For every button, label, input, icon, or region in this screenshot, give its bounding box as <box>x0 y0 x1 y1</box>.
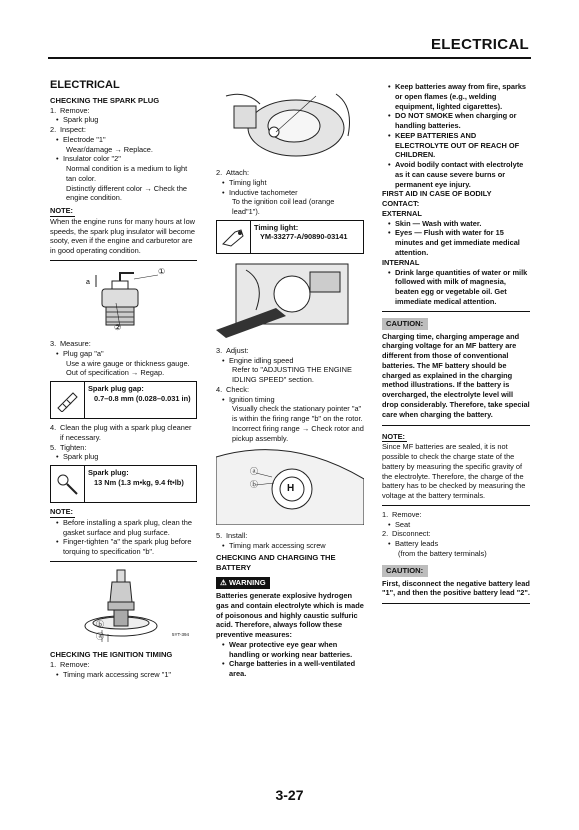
callout-a: ⓐ <box>96 631 104 641</box>
step-text: Disconnect: <box>392 529 431 539</box>
sub-text: Normal condition is a medium to light tan color. <box>66 164 188 183</box>
svg-text:a: a <box>86 279 90 287</box>
spec-value: YM-33277-A/90890-03141 <box>260 232 348 242</box>
warning-text: Batteries generate explosive hydrogen gas and contain electrolyte which is made of poisonous and highly caustic sulfuric acid. Therefore, always follow these preventive measures: <box>216 591 364 640</box>
sub-text: Refer to "ADJUSTING THE ENGINE IDLING SPEED" section. <box>232 365 352 385</box>
warning-bullet: Avoid bodily contact with electrolyte as it can cause severe burns or permanent eye injury. <box>395 160 524 189</box>
step-number: 1. <box>382 509 389 519</box>
warning-bullet: Charge batteries in a well-ventilated area. <box>229 659 356 679</box>
timing-light-tool-icon <box>217 221 251 253</box>
note-text: When the engine runs for many hours at low speeds, the spark plug insulator will become sooty, even if the engine and carburetor are in good operating condition. <box>50 216 196 256</box>
bullet-text: Timing mark accessing screw "1" <box>63 669 172 679</box>
heading-battery: CHECKING AND CHARGING THE BATTERY <box>216 553 336 573</box>
note-text: Since MF batteries are sealed, it is not possible to check the charge state of the battery by measuring the specific gravity of the electrolyte. Therefore, the charge of the battery has to be checked by measuring the voltage at the battery terminals. <box>382 442 526 501</box>
first-aid-bullet: Skin — Wash with water. <box>395 218 482 228</box>
bullet-text: Ignition timing <box>229 394 275 404</box>
caution-badge: CAUTION: <box>382 318 428 330</box>
column-3: • Keep batteries away from fire, sparks or open flames (e.g., welding equipment, lighted cigarettes). • DO NOT SMOKE when charging or handling batteries. • KEEP BATTERIES AND ELECTROLYTE OUT OF REACH OF CHILDREN. • Avoid bodily contact with electrolyte as it can cause severe burns or permanent eye injury. FIRST AID IN CASE OF BODILY CONTACT: EXTERNAL • Skin — Wash with water. • Eyes — Flush with water for 15 minutes and get immediate medical attention. INTERNAL • Drink large quantities of water or milk followed with milk of magnesia, beaten egg or vegetable oil. Get immediate medical attention. CAUTION: Charging time, charging amperage and charging voltage for an MF battery are different from those of conventional batteries. The MF battery should be charged as explained in the charging method illustrations. If the battery is overcharged, the electrolyte level will drop considerably. Therefore, take special care when charging the battery. NOTE: Since MF batteries are sealed, it is not possible to check the charge state of the battery by measuring the specific gravity of the electrolyte. Therefore, the charge of the battery has to be checked by measuring the voltage at the battery terminals. 1. Remove: • Seat 2. Disconnect: • Battery leads (from the battery terminals) CAUTION: First, disconnect the negative battery lead "1", and then the positive battery lead "2". <box>382 82 530 608</box>
first-aid-heading: FIRST AID IN CASE OF BODILY CONTACT: <box>382 189 492 209</box>
caution-text: First, disconnect the negative battery lead "1", and then the positive battery lead "2". <box>382 579 530 605</box>
callout-b: ⓑ <box>96 619 104 629</box>
step-number: 1. <box>50 659 57 669</box>
spark-plug-torque-figure <box>50 568 197 644</box>
bullet-text: Inductive tachometer <box>229 187 298 197</box>
timing-light-illustration <box>216 260 364 340</box>
page-header-title: ELECTRICAL <box>431 36 529 53</box>
section-title: ELECTRICAL <box>50 79 120 91</box>
engine-cover-figure <box>216 86 364 162</box>
note-bullet: Finger-tighten "a" the spark plug before torquing to specification "b". <box>63 537 192 557</box>
engine-cover-illustration <box>216 86 364 162</box>
warning-triangle-icon: ⚠ <box>220 578 227 588</box>
first-aid-bullet: Drink large quantities of water or milk followed with milk of magnesia, beaten egg or vegetable oil. Get immediate medical attention. <box>395 267 528 306</box>
column-2: 2. Attach: • Timing light • Inductive tachometer To the ignition coil lead (orange lead"1"). Timing light: YM-33277-A/90890-03141 3. Adjust: • Engine idling speed Refer to "ADJUSTING THE ENGINE IDLING SPEED" section. 4. Check: • Ignition timing Visually check the stationary pointer "a" is within the firing range "b" on the rotor. Incorrect firing range → Check rotor and pickup assembly. ⓐ ⓑ H 5. Install: • Timing mark accessing screw CHECKING AND CHARGING THE BATTERY ⚠ WARNING Batteries generate explosive hydrogen gas and contain electrolyte which is made of poisonous and highly caustic sulfuric acid. Therefore, always follow these preventive measures: • Wear protective eye gear when handling or working near batteries. • Charge batteries in a well-ventilated area. <box>216 86 364 679</box>
step-text: Measure: <box>60 339 91 349</box>
bullet-text: Battery leads <box>395 539 439 549</box>
sub-text: Use a wire gauge or thickness gauge. <box>66 358 190 368</box>
step-number: 5. <box>50 442 57 452</box>
external-heading: EXTERNAL <box>382 208 422 218</box>
page-number: 3-27 <box>275 787 304 803</box>
step-number: 3. <box>50 339 57 349</box>
spec-label: Timing light: <box>254 222 299 232</box>
step-text: Install: <box>226 531 248 541</box>
caution-badge: CAUTION: <box>382 565 428 577</box>
step-text: Tighten: <box>60 442 87 452</box>
bullet-text: Spark plug <box>63 452 99 462</box>
note-label: NOTE: <box>50 507 73 517</box>
step-number: 2. <box>50 125 57 135</box>
step-text: Remove: <box>392 509 422 519</box>
callout-1: ① <box>158 267 166 277</box>
timing-light-figure <box>216 260 364 340</box>
sub-text: Visually check the stationary pointer "a" is within the firing range "b" on the rotor. <box>232 404 363 424</box>
figure-code: 5YT-394 <box>172 631 190 637</box>
warning-bullet: Wear protective eye gear when handling or working near batteries. <box>229 639 353 659</box>
warning-bullet: Keep batteries away from fire, sparks or open flames (e.g., welding equipment, lighted cigarettes). <box>395 82 527 111</box>
spark-plug-illustration <box>50 267 197 333</box>
spec-label: Spark plug: <box>88 468 129 478</box>
callout-b: ⓑ <box>250 480 258 490</box>
step-text: Check: <box>226 384 250 394</box>
bullet-text: Timing light <box>229 177 267 187</box>
bullet-text: Timing mark accessing screw <box>229 541 326 551</box>
callout-2: ② <box>114 323 122 333</box>
sub-text: Out of specification → Regap. <box>66 368 165 378</box>
rotor-h-mark: H <box>287 483 295 495</box>
step-text: Remove: <box>60 105 90 115</box>
note-bullet: Before installing a spark plug, clean the gasket surface and plug surface. <box>63 517 193 537</box>
sub-text: Wear/damage → Replace. <box>66 144 153 154</box>
torque-wrench-icon <box>51 466 85 502</box>
step-number: 2. <box>382 529 389 539</box>
spec-label: Spark plug gap: <box>88 384 144 394</box>
note-label: NOTE: <box>382 431 405 441</box>
header-rule <box>48 57 531 59</box>
feeler-gauge-icon <box>51 382 85 418</box>
spec-box-torque <box>50 465 197 503</box>
spec-value: 0.7–0.8 mm (0.028–0.031 in) <box>94 393 191 403</box>
callout-a: ⓐ <box>250 467 258 477</box>
step-number: 1. <box>50 105 57 115</box>
bullet-text: Insulator color "2" <box>63 154 121 164</box>
bullet-text: Seat <box>395 519 411 529</box>
step-number: 4. <box>216 384 223 394</box>
warning-label: WARNING <box>228 578 266 588</box>
step-number: 5. <box>216 531 223 541</box>
step-text: Inspect: <box>60 125 86 135</box>
sub-text: (from the battery terminals) <box>398 548 487 558</box>
column-1: ELECTRICAL CHECKING THE SPARK PLUG 1. Remove: • Spark plug 2. Inspect: • Electrode "1" Wear/damage → Replace. • Insulator color "2" Normal condition is a medium to light tan color. Distinctly different color → Check the engine condition. NOTE: When the engine runs for many hours at low speeds, the spark plug insulator will become sooty, even if the engine and carburetor are in good operating condition. a ① ② 3. Measure: • Plug gap "a" Use a wire gauge or thickness gauge. Out of specification → Regap. Spark plug gap: 0.7–0.8 mm (0.028–0.031 in) 4. Clean the plug with a spark plug cleaner if necessary. 5. Tighten: • Spark plug Spark plug: 13 Nm (1.3 m•kg, 9.4 ft•lb) NOTE: • Before installing a spark plug, clean the gasket surface and plug surface. • Finger-tighten "a" the spark plug before torquing to specification "b". ⓐ ⓑ 5YT-394 CHECKING THE IGNITION TIMING 1. Remove: • Timing mark accessing screw "1" <box>50 79 196 679</box>
note-label: NOTE: <box>50 206 73 216</box>
step-text: Clean the plug with a spark plug cleaner if necessary. <box>60 423 192 442</box>
step-text: Adjust: <box>226 345 249 355</box>
sub-text: Distinctly different color → Check the engine condition. <box>66 183 188 203</box>
sub-text: To the ignition coil lead (orange lead"1"). <box>232 197 335 217</box>
spec-box-gap <box>50 381 197 419</box>
spec-value: 13 Nm (1.3 m•kg, 9.4 ft•lb) <box>94 477 184 487</box>
caution-text: Charging time, charging amperage and charging voltage for an MF battery are different from those of conventional batteries. The MF battery should be charged as explained in the charging method illustrations. If the battery is overcharged, the electrolyte level will drop considerably. Therefore, take special care when charging the battery. <box>382 332 530 426</box>
warning-badge <box>216 577 270 589</box>
spec-box-timing-light <box>216 220 364 254</box>
warning-bullet: DO NOT SMOKE when charging or handling batteries. <box>395 111 517 131</box>
step-text: Attach: <box>226 168 250 177</box>
sub-text: Incorrect firing range → Check rotor and pickup assembly. <box>232 423 364 443</box>
spark-plug-figure <box>50 267 197 333</box>
step-number: 4. <box>50 423 57 433</box>
heading-ignition-timing: CHECKING THE IGNITION TIMING <box>50 649 173 659</box>
first-aid-bullet: Eyes — Flush with water for 15 minutes and get immediate medical attention. <box>395 228 520 258</box>
internal-heading: INTERNAL <box>382 257 420 267</box>
bullet-text: Engine idling speed <box>229 355 294 365</box>
bullet-text: Electrode "1" <box>63 134 106 144</box>
step-text: Remove: <box>60 659 90 669</box>
rotor-timing-figure <box>216 449 364 525</box>
step-number: 2. <box>216 168 223 177</box>
step-number: 3. <box>216 345 223 355</box>
warning-bullet: KEEP BATTERIES AND ELECTROLYTE OUT OF REACH OF CHILDREN. <box>395 130 520 160</box>
bullet-text: Spark plug <box>63 115 99 125</box>
heading-spark-plug: CHECKING THE SPARK PLUG <box>50 95 160 105</box>
bullet-text: Plug gap "a" <box>63 348 104 358</box>
